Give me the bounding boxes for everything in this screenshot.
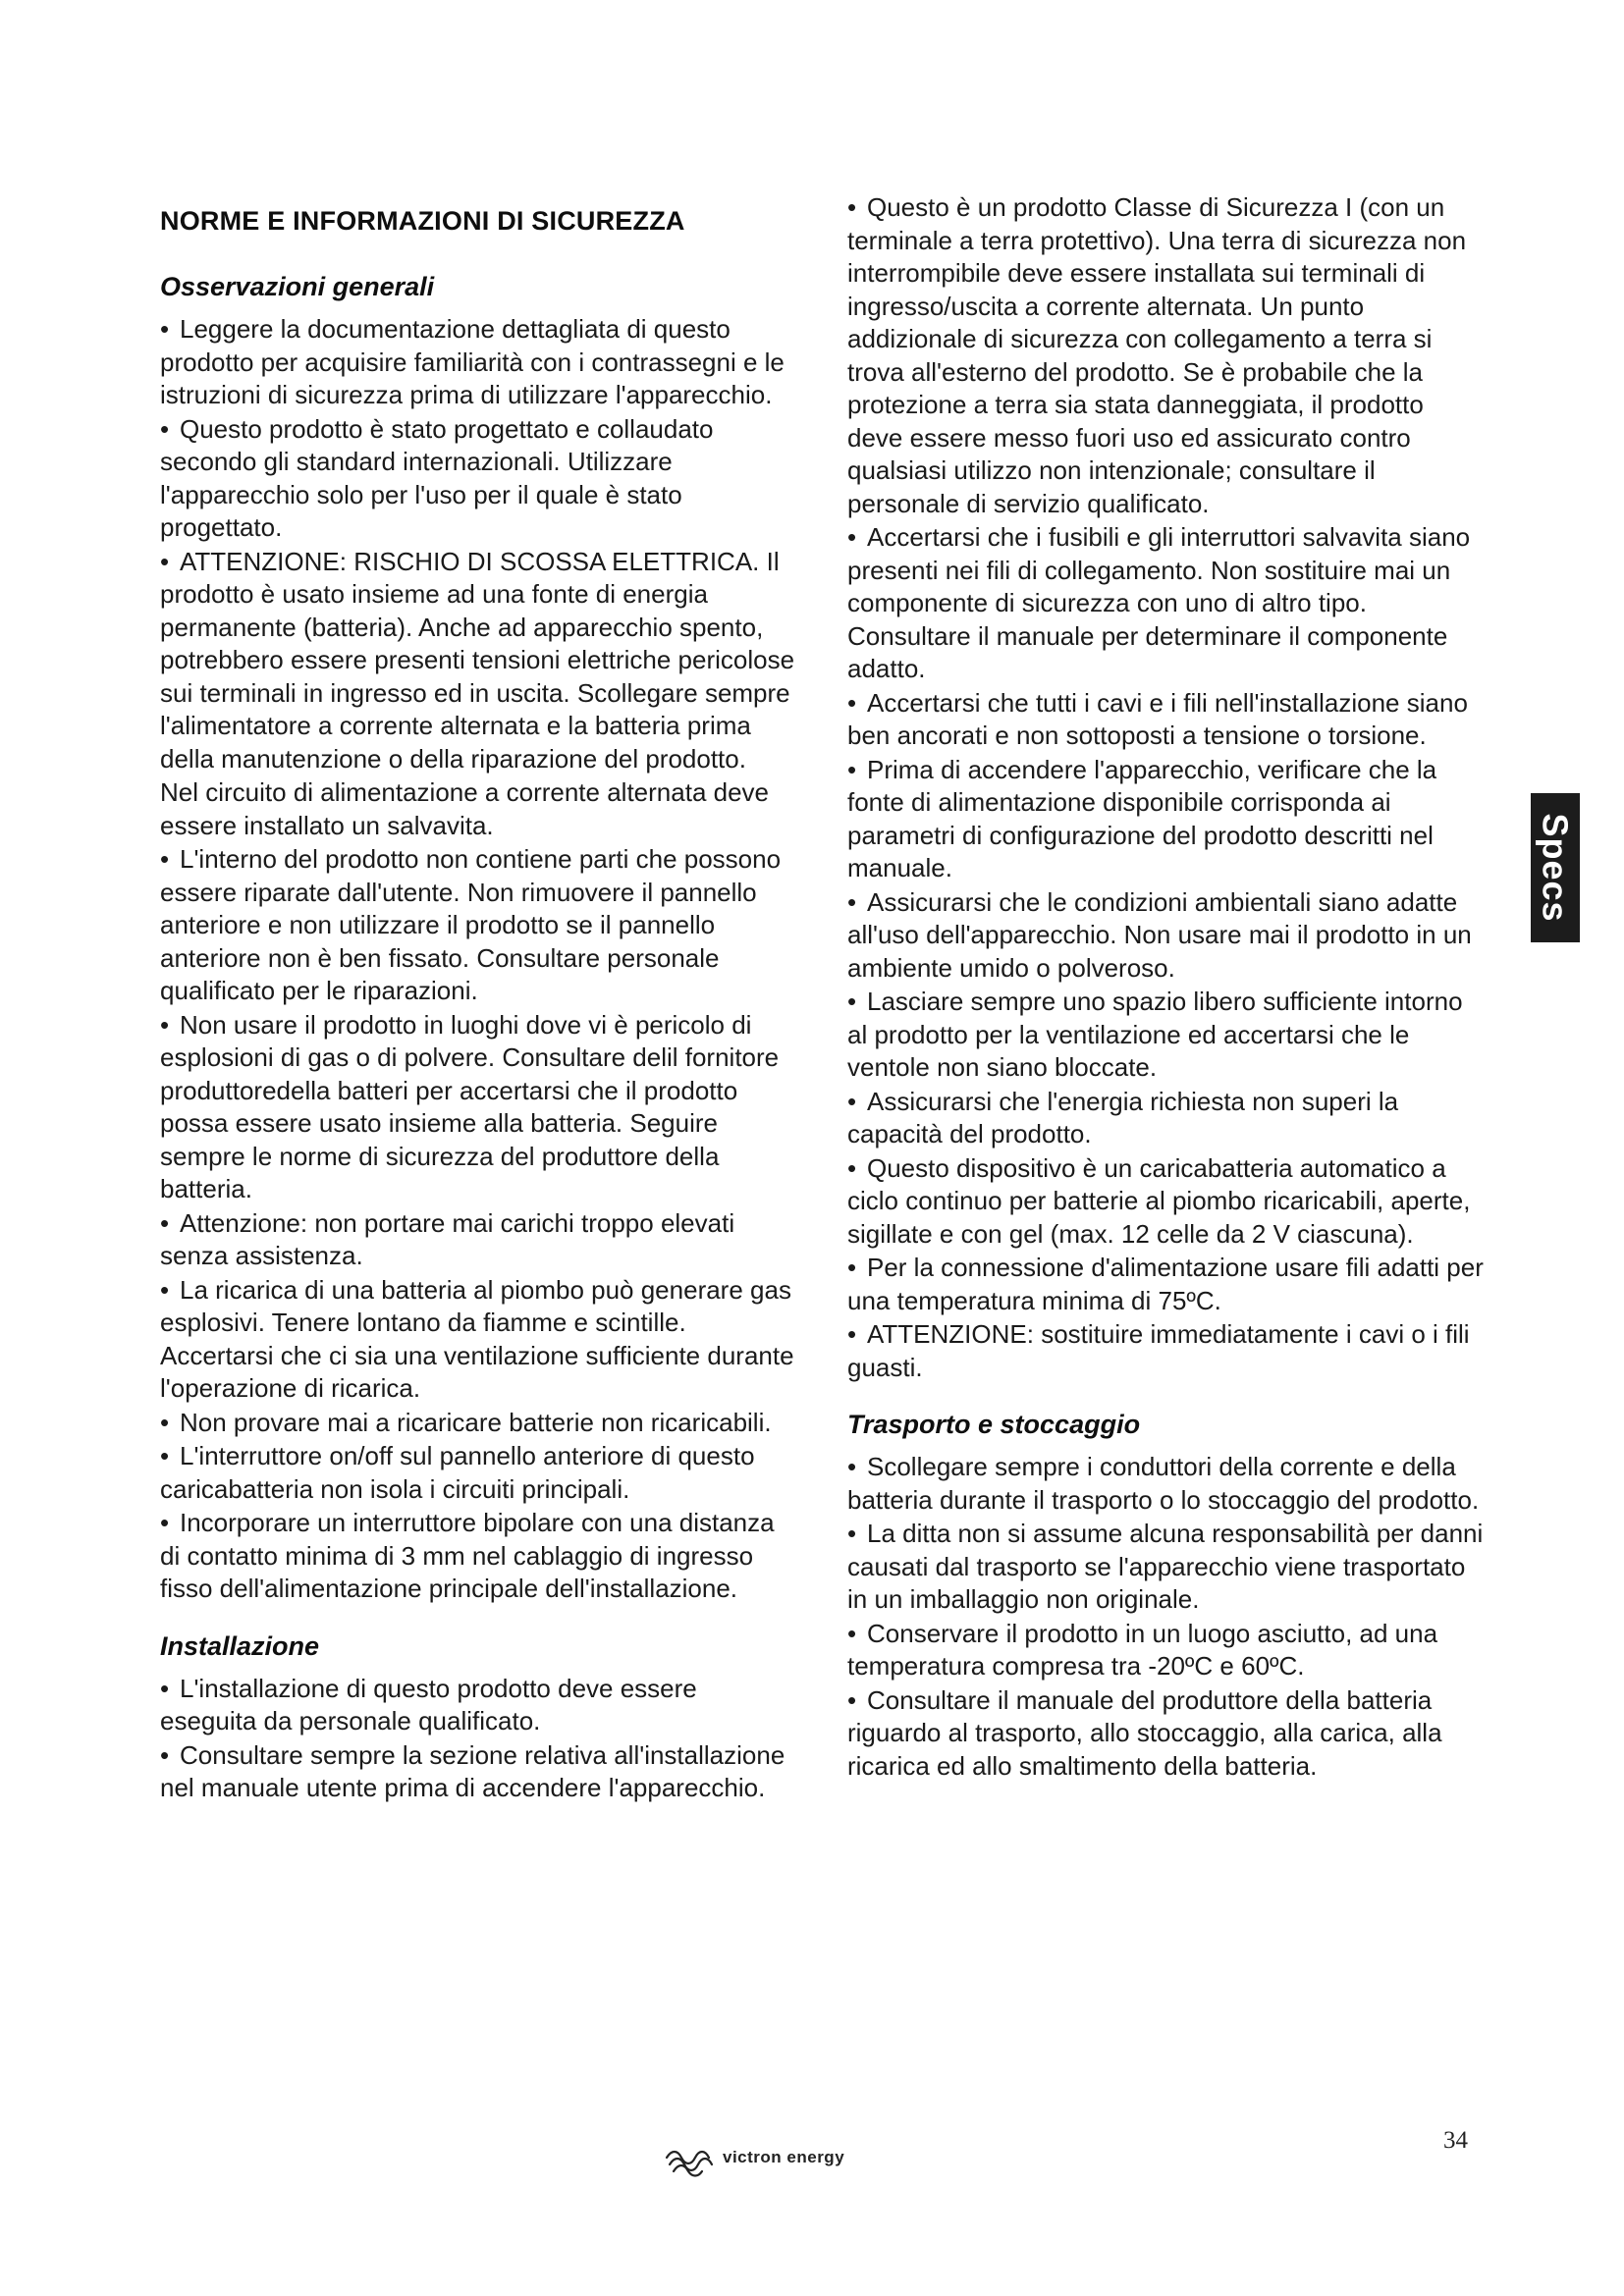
- footer-brand: [664, 2148, 844, 2177]
- list-item: • Questo dispositivo è un caricabatteria automatico a ciclo continuo per batterie al piombo ricaricabili, aperte, sigillate e con gel (max. 12 celle da 2 V ciascuna).: [847, 1152, 1471, 1249]
- list-item: • Lasciare sempre uno spazio libero sufficiente intorno al prodotto per la ventilazione ed accertarsi che le ventole non siano bloccate.: [847, 987, 1463, 1082]
- bullet-icon: •: [160, 1207, 170, 1238]
- list-item: • La ricarica di una batteria al piombo può generare gas esplosivi. Tenere lontano da fiamme e scintille. Accertarsi che ci sia una ventilazione sufficiente durante l'operazione di ricarica.: [160, 1274, 794, 1403]
- page-number: 34: [1443, 2127, 1468, 2154]
- list-item: • Conservare il prodotto in un luogo asciutto, ad una temperatura compresa tra -20ºC e 60ºC.: [847, 1618, 1438, 1681]
- bullet-icon: •: [160, 1441, 170, 1470]
- section-heading-transport: Trasporto e stoccaggio: [847, 1410, 1141, 1439]
- section-heading-general: Osservazioni generali: [160, 272, 435, 301]
- list-item: • Leggere la documentazione dettagliata di questo prodotto per acquisire familiarità con i contrassegni e le istruzioni di sicurezza prima di utilizzare l'apparecchio.: [160, 314, 785, 409]
- list-item: • Consultare il manuale del produttore della batteria riguardo al trasporto, allo stoccaggio, alla carica, alla ricarica ed allo smaltimento della batteria.: [847, 1684, 1442, 1781]
- bullet-icon: •: [847, 687, 857, 718]
- bullet-icon: •: [847, 1253, 857, 1282]
- list-item: • Scollegare sempre i conduttori della corrente e della batteria durante il trasporto o lo stoccaggio del prodotto.: [847, 1452, 1480, 1515]
- list-item: • L'interruttore on/off sul pannello anteriore di questo caricabatteria non isola i circuiti principali.: [160, 1441, 755, 1504]
- list-item: • Incorporare un interruttore bipolare con una distanza di contatto minima di 3 mm nel cablaggio di ingresso fisso dell'alimentazione principale dell'installazione.: [160, 1508, 775, 1603]
- bullet-icon: •: [160, 1274, 170, 1305]
- bullet-icon: •: [847, 987, 857, 1016]
- right-column: [847, 191, 1486, 1784]
- bullet-icon: •: [847, 1684, 857, 1715]
- note-paragraph: Nel circuito di alimentazione a corrente alternata deve essere installato un salvavita.: [160, 777, 770, 840]
- page-title: NORME E INFORMAZIONI DI SICUREZZA: [160, 206, 685, 236]
- bullet-icon: •: [160, 1009, 170, 1040]
- list-item: • ATTENZIONE: RISCHIO DI SCOSSA ELETTRICA. Il prodotto è usato insieme ad una fonte di energia permanente (batteria). Anche ad apparecchio spento, potrebbero essere presenti tensioni elettriche pericolose sui terminali in ingresso ed in uscita. Scollegare sempre l'alimentatore a corrente alternata e la batteria prima della manutenzione o della riparazione del prodotto.: [160, 546, 795, 774]
- bullet-icon: •: [847, 1152, 857, 1183]
- bullet-icon: •: [847, 754, 857, 784]
- bullet-icon: •: [847, 192, 857, 222]
- bullet-icon: •: [160, 314, 170, 344]
- bullet-icon: •: [160, 1739, 170, 1770]
- bullet-icon: •: [847, 1519, 857, 1548]
- bullet-icon: •: [847, 886, 857, 917]
- bullet-icon: •: [847, 1319, 857, 1349]
- list-item: • Attenzione: non portare mai carichi troppo elevati senza assistenza.: [160, 1207, 735, 1270]
- bullet-icon: •: [160, 844, 170, 874]
- bullet-icon: •: [160, 1407, 170, 1437]
- bullet-icon: •: [160, 413, 170, 444]
- list-item: • Non provare mai a ricaricare batterie non ricaricabili.: [160, 1407, 798, 1440]
- list-item: • ATTENZIONE: sostituire immediatamente i cavi o i fili guasti.: [847, 1319, 1470, 1382]
- list-item: • Non usare il prodotto in luoghi dove vi è pericolo di esplosioni di gas o di polvere. Consultare delil fornitore produttoredella batteri per accertarsi che il prodotto possa essere usato insieme alla batteria. Seguire sempre le norme di sicurezza del produttore della batteria.: [160, 1009, 780, 1203]
- bullet-icon: •: [160, 546, 170, 576]
- specs-side-tab: [1531, 793, 1580, 942]
- list-item: • Accertarsi che tutti i cavi e i fili nell'installazione siano ben ancorati e non sottoposti a tensione o torsione.: [847, 687, 1468, 750]
- list-item: • Assicurarsi che l'energia richiesta non superi la capacità del prodotto.: [847, 1086, 1399, 1148]
- list-item: • Assicurarsi che le condizioni ambientali siano adatte all'uso dell'apparecchio. Non usare mai il prodotto in un ambiente umido o polveroso.: [847, 886, 1472, 983]
- list-item: • Questo è un prodotto Classe di Sicurezza I (con un terminale a terra protettivo). Una terra di sicurezza non interrompibile deve essere installata sui terminali di ingresso/uscita a corrente alternata. Un punto addizionale di sicurezza con collegamento a terra si trova all'esterno del prodotto. Se è probabile che la protezione a terra sia stata danneggiata, il prodotto deve essere messo fuori uso ed assicurato contro qualsiasi utilizzo non intenzionale; consultare il personale di servizio qualificato.: [847, 192, 1467, 518]
- list-item: • Consultare sempre la sezione relativa all'installazione nel manuale utente prima di accendere l'apparecchio.: [160, 1739, 785, 1802]
- list-item: • La ditta non si assume alcuna responsabilità per danni causati dal trasporto se l'apparecchio viene trasportato in un imballaggio non originale.: [847, 1519, 1484, 1614]
- section-spacer: [160, 1607, 798, 1630]
- list-item: • Questo prodotto è stato progettato e collaudato secondo gli standard internazionali. Utilizzare l'apparecchio solo per l'uso per il quale è stato progettato.: [160, 413, 714, 542]
- section-heading-installation: Installazione: [160, 1630, 320, 1661]
- bullet-icon: •: [847, 1618, 857, 1648]
- list-item: • Accertarsi che i fusibili e gli interruttori salvavita siano presenti nei fili di collegamento. Non sostituire mai un componente di sicurezza con uno di altro tipo. Consultare il manuale per determinare il componente adatto.: [847, 522, 1471, 683]
- section-spacer: [847, 1385, 1486, 1409]
- bullet-icon: •: [847, 1452, 857, 1481]
- bullet-icon: •: [847, 1086, 857, 1116]
- list-item: • Per la connessione d'alimentazione usare fili adatti per una temperatura minima di 75ºC.: [847, 1253, 1484, 1315]
- bullet-icon: •: [847, 522, 857, 552]
- side-tab-label: Specs: [1536, 813, 1577, 923]
- victron-logo-icon: [664, 2148, 719, 2177]
- list-item: • L'interno del prodotto non contiene parti che possono essere riparate dall'utente. Non rimuovere il pannello anteriore e non utilizzare il prodotto se il pannello anteriore non è ben fissato. Consultare personale qualificato per le riparazioni.: [160, 844, 782, 1005]
- list-item: • Prima di accendere l'apparecchio, verificare che la fonte di alimentazione disponibile corrisponda ai parametri di configurazione del prodotto descritti nel manuale.: [847, 754, 1437, 882]
- list-item: • L'installazione di questo prodotto deve essere eseguita da personale qualificato.: [160, 1673, 697, 1735]
- left-column: [160, 191, 798, 1806]
- bullet-icon: •: [160, 1673, 170, 1703]
- bullet-icon: •: [160, 1508, 170, 1537]
- brand-name: victron energy: [723, 2148, 845, 2166]
